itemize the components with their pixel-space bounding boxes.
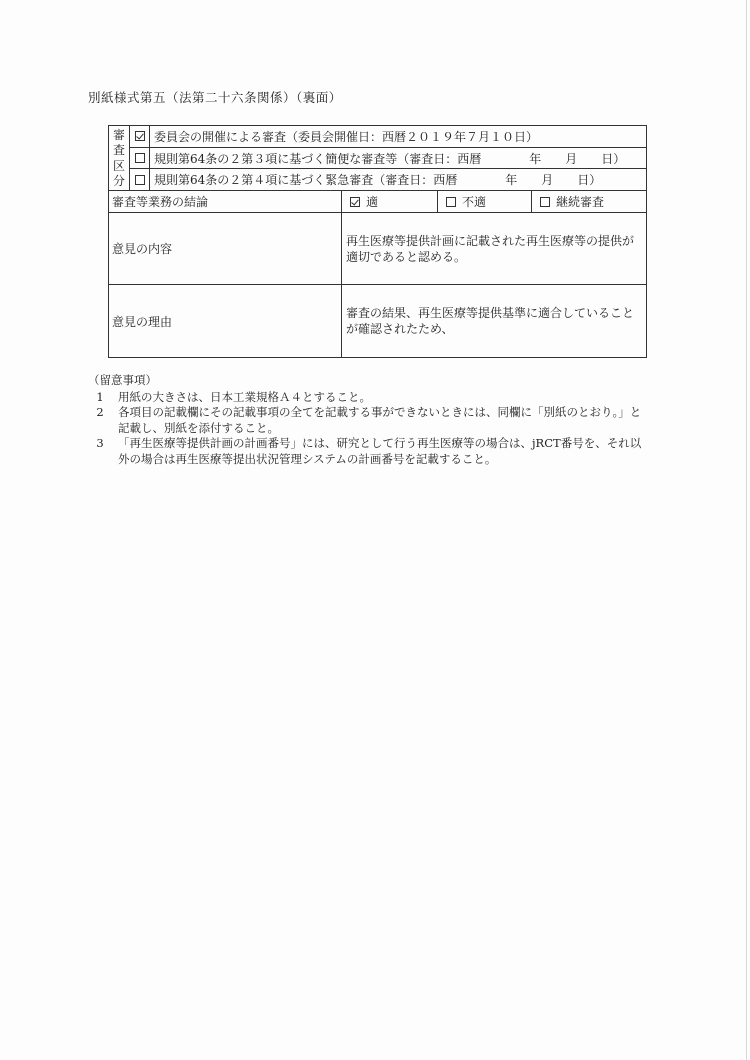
conclusion-option-approve xyxy=(342,191,438,212)
checkbox-icon[interactable] xyxy=(135,153,145,163)
review-option-simple xyxy=(130,148,646,170)
review-options xyxy=(130,126,646,190)
checkbox-icon[interactable] xyxy=(540,197,550,207)
opinion-content-label: 意見の内容 xyxy=(109,213,342,284)
conclusion-row xyxy=(109,191,646,213)
note-text: 用紙の大きさは、日本工業規格Ａ４とすること。 xyxy=(118,389,371,404)
conclusion-option-label: 適 xyxy=(366,195,379,209)
review-category-char: 区 xyxy=(112,158,125,173)
opinion-reason-label: 意見の理由 xyxy=(109,285,342,357)
review-option-text: 委員会の開催による審査（委員会開催日：西暦２０１９年７月１０日） xyxy=(154,129,539,144)
review-category-char: 審 xyxy=(112,127,125,142)
review-option-text: 規則第64条の２第３項に基づく簡便な審査等（審査日：西暦 年 月 日） xyxy=(154,151,626,166)
form-title: 別紙様式第五（法第二十六条関係）（裏面） xyxy=(88,90,342,105)
checkbox-icon[interactable] xyxy=(135,175,145,185)
opinion-content-text: 再生医療等提供計画に記載された再生医療等の提供が適切であると認める。 xyxy=(346,234,635,264)
review-category-label xyxy=(109,126,130,190)
checkbox-icon[interactable] xyxy=(446,197,456,207)
conclusion-option-reject xyxy=(438,191,532,212)
note-item xyxy=(88,405,648,436)
opinion-content-row xyxy=(109,213,646,285)
review-option-urgent xyxy=(130,169,646,190)
conclusion-option-continue xyxy=(532,191,646,212)
note-item xyxy=(88,390,648,406)
review-category-char: 査 xyxy=(112,143,125,158)
notes-section xyxy=(88,373,648,467)
notes-heading: （留意事項） xyxy=(88,373,157,387)
review-table xyxy=(108,125,647,358)
note-number: 3 xyxy=(96,436,104,450)
review-option-text: 規則第64条の２第４項に基づく緊急審査（審査日：西暦 年 月 日） xyxy=(154,173,602,188)
note-text: 各項目の記載欄にその記載事項の全てを記載する事ができないときには、同欄に「別紙のとおり。」と記載し、別紙を添付すること。 xyxy=(118,405,642,435)
checkbox-icon[interactable] xyxy=(135,131,145,141)
conclusion-label: 審査等業務の結論 xyxy=(109,191,342,212)
review-option-committee xyxy=(130,126,646,148)
review-category-block xyxy=(109,126,646,191)
note-number: 1 xyxy=(96,389,104,404)
conclusion-option-label: 継続審査 xyxy=(556,195,605,209)
note-item xyxy=(88,436,648,467)
conclusion-option-label: 不適 xyxy=(462,195,487,209)
checkbox-icon[interactable] xyxy=(350,197,360,207)
opinion-reason-text: 審査の結果、再生医療等提供基準に適合していることが確認されたため、 xyxy=(346,306,635,336)
opinion-reason-row xyxy=(109,285,646,357)
scan-edge-line xyxy=(746,0,747,1060)
review-category-char: 分 xyxy=(112,174,125,189)
note-number: 2 xyxy=(96,405,104,419)
note-text: 「再生医療等提供計画の計画番号」には、研究として行う再生医療等の場合は、jRCT番号を、それ以外の場合は再生医療等提出状況管理システムの計画番号を記載すること。 xyxy=(118,436,642,466)
